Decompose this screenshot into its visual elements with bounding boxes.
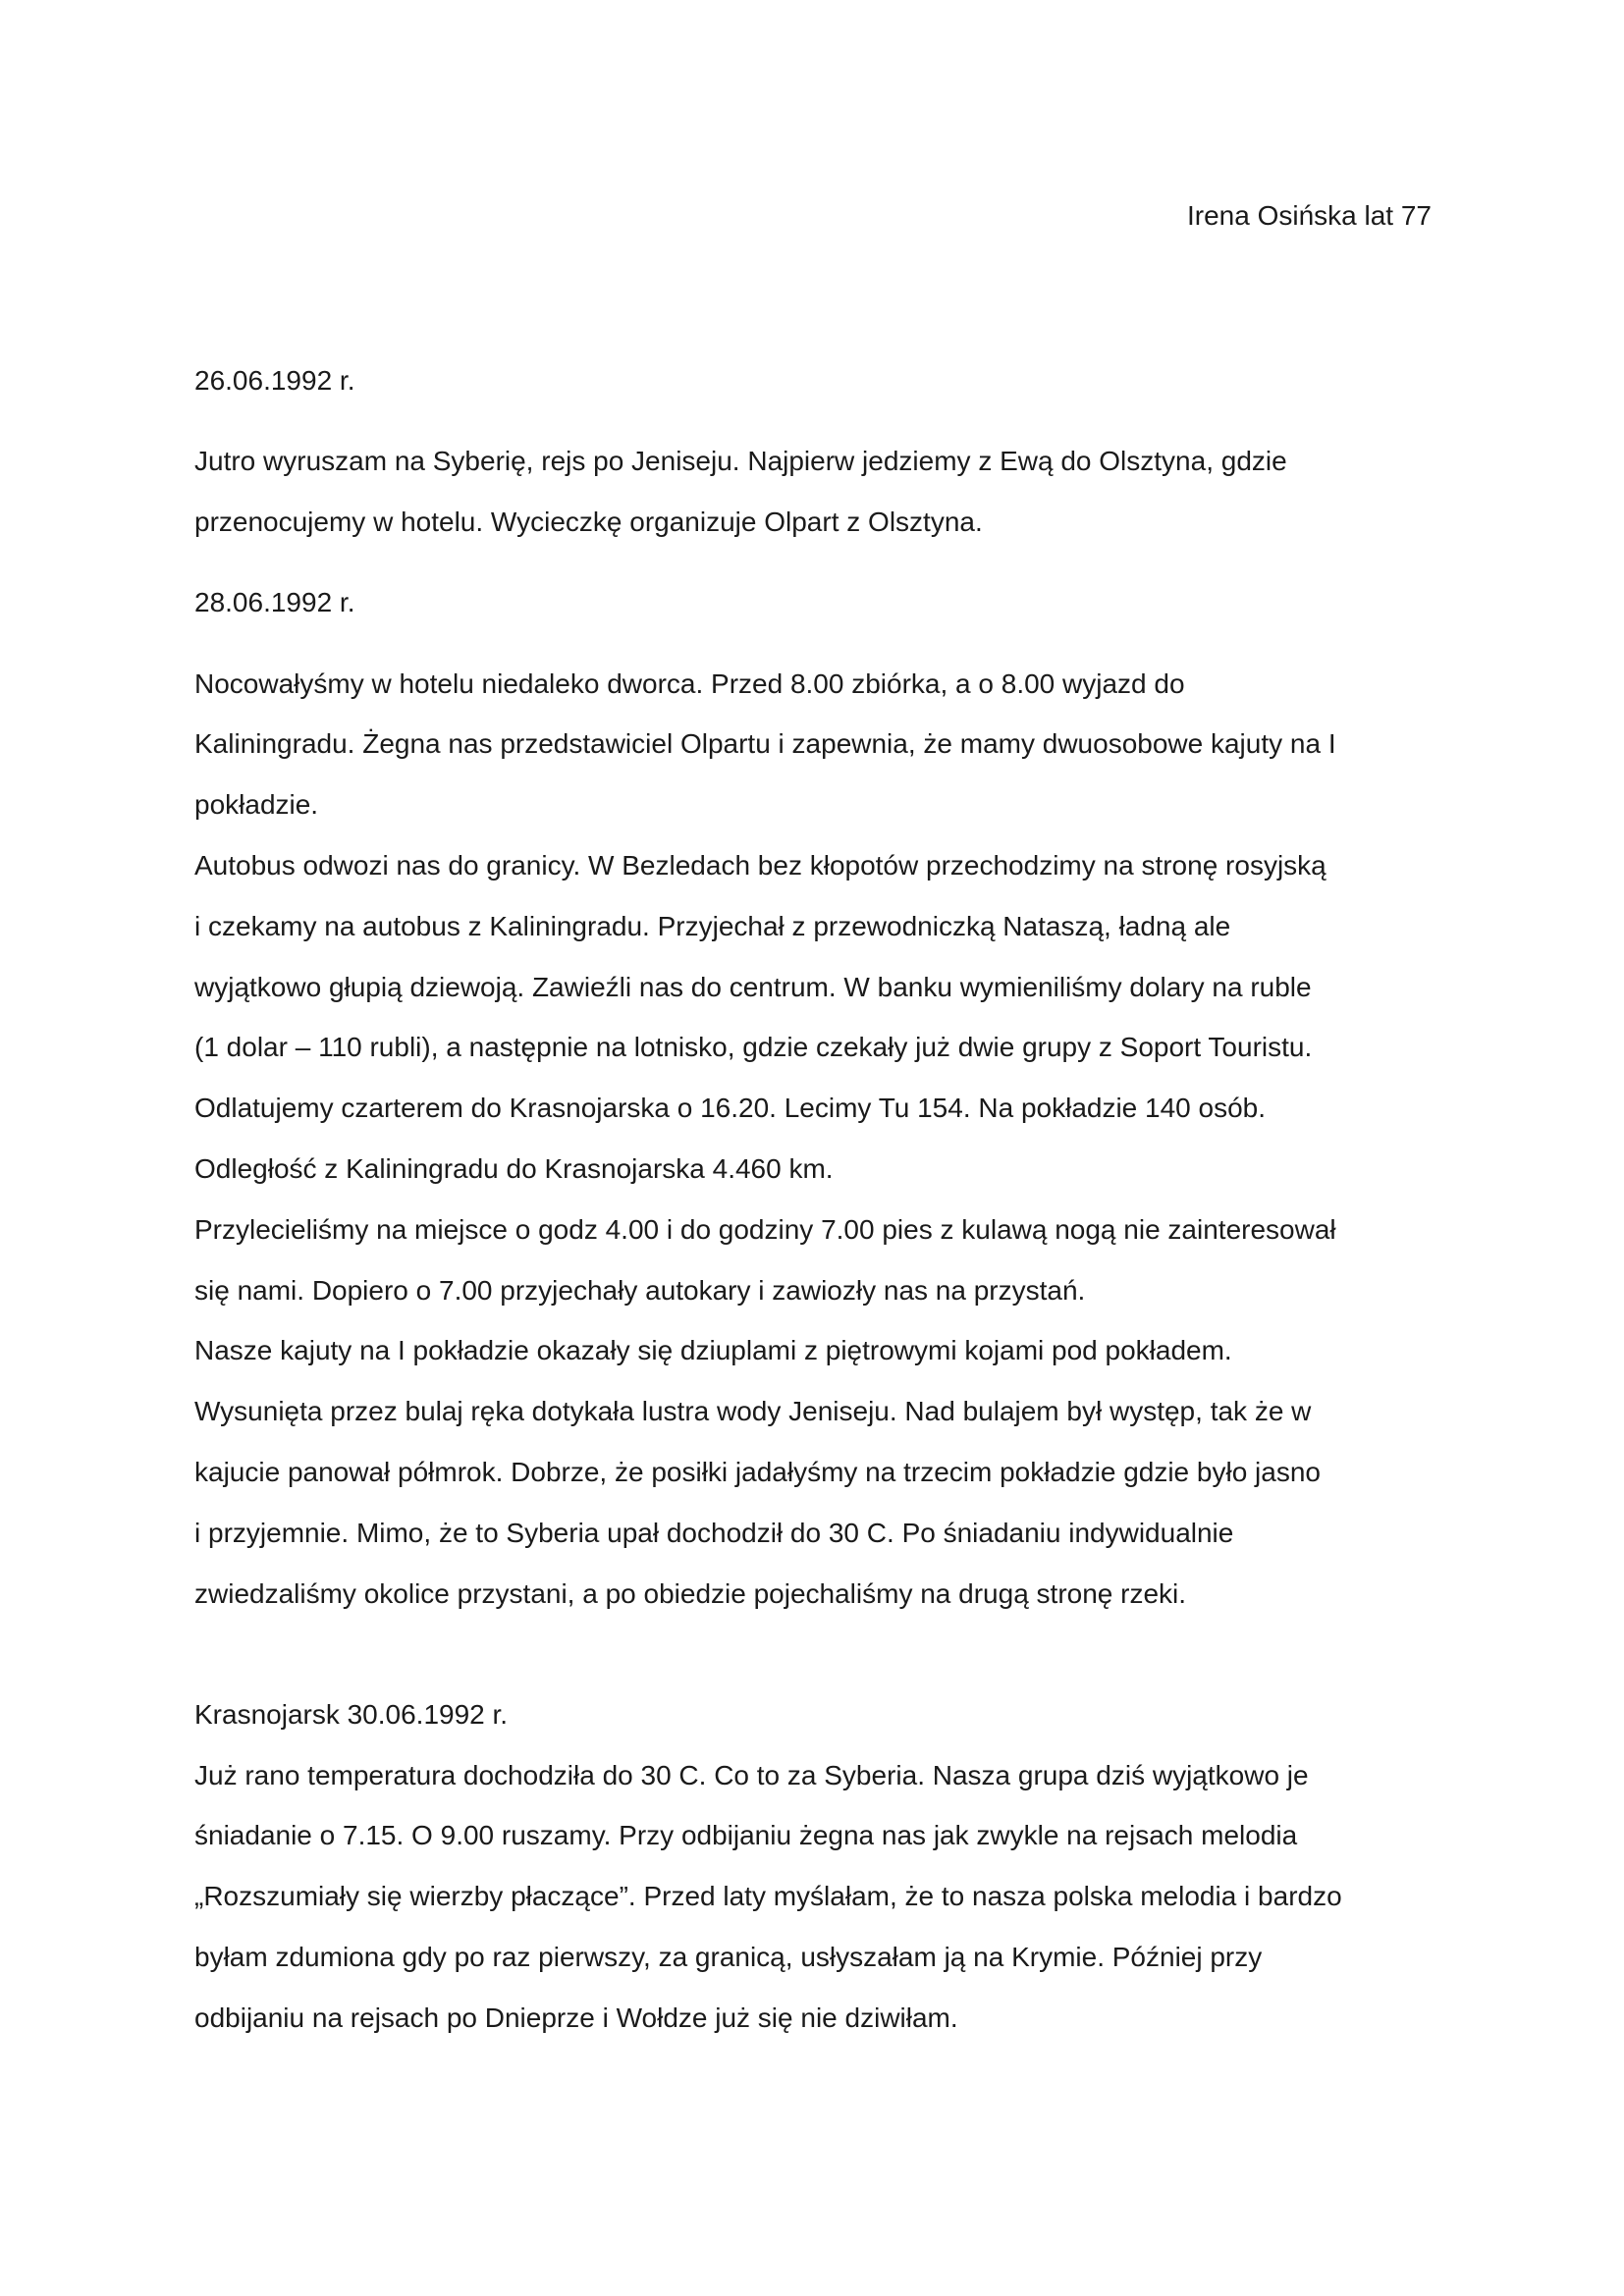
entry-text-line: Przylecieliśmy na miejsce o godz 4.00 i do godziny 7.00 pies z kulawą nogą nie zainteresował xyxy=(194,1214,1336,1245)
entry-text-line: wyjątkowo głupią dziewoją. Zawieźli nas do centrum. W banku wymieniliśmy dolary na ruble xyxy=(194,972,1312,1002)
entry-text-line: Odległość z Kaliningradu do Krasnojarska 4.460 km. xyxy=(194,1153,834,1184)
entry-text-line: Autobus odwozi nas do granicy. W Bezledach bez kłopotów przechodzimy na stronę rosyjską xyxy=(194,850,1326,881)
entry-text-line: Jutro wyruszam na Syberię, rejs po Jeniseju. Najpierw jedziemy z Ewą do Olsztyna, gdzie xyxy=(194,446,1287,476)
entry-text-line: się nami. Dopiero o 7.00 przyjechały autokary i zawiozły nas na przystań. xyxy=(194,1275,1086,1306)
entry-text-line: odbijaniu na rejsach po Dnieprze i Wołdze już się nie dziwiłam. xyxy=(194,2002,958,2033)
entry-text-line: i przyjemnie. Mimo, że to Syberia upał dochodził do 30 C. Po śniadaniu indywidualnie xyxy=(194,1518,1234,1548)
entry-text-line: Odlatujemy czarterem do Krasnojarska o 16.20. Lecimy Tu 154. Na pokładzie 140 osób. xyxy=(194,1093,1267,1123)
entry-text-line: Nocowałyśmy w hotelu niedaleko dworca. Przed 8.00 zbiórka, a o 8.00 wyjazd do xyxy=(194,668,1185,699)
entry-text-line: pokładzie. xyxy=(194,789,319,820)
author-line: Irena Osińska lat 77 xyxy=(1186,200,1432,231)
entry-text-line: „Rozszumiały się wierzby płaczące”. Przed laty myślałam, że to nasza polska melodia i bardzo xyxy=(194,1881,1342,1911)
entry-text-line: przenocujemy w hotelu. Wycieczkę organizuje Olpart z Olsztyna. xyxy=(194,507,983,537)
entry-text-line: Kaliningradu. Żegna nas przedstawiciel Olpartu i zapewnia, że mamy dwuosobowe kajuty na I xyxy=(194,728,1336,759)
entry-date: 26.06.1992 r. xyxy=(194,365,355,396)
entry-text-line: i czekamy na autobus z Kaliningradu. Przyjechał z przewodniczką Nataszą, ładną ale xyxy=(194,911,1231,941)
entry-text-line: kajucie panował półmrok. Dobrze, że posiłki jadałyśmy na trzecim pokładzie gdzie było jasno xyxy=(194,1457,1321,1487)
entry-text-line: (1 dolar – 110 rubli), a następnie na lotnisko, gdzie czekały już dwie grupy z Soport Touristu. xyxy=(194,1032,1313,1062)
entry-text-line: śniadanie o 7.15. O 9.00 ruszamy. Przy odbijaniu żegna nas jak zwykle na rejsach melodia xyxy=(194,1820,1298,1850)
entry-text-line: Wysunięta przez bulaj ręka dotykała lustra wody Jeniseju. Nad bulajem był występ, tak że w xyxy=(194,1396,1312,1426)
entry-date: 28.06.1992 r. xyxy=(194,587,355,617)
entry-text-line: Już rano temperatura dochodziła do 30 C. Co to za Syberia. Nasza grupa dziś wyjątkowo je xyxy=(194,1760,1309,1790)
entry-text-line: byłam zdumiona gdy po raz pierwszy, za granicą, usłyszałam ją na Krymie. Później przy xyxy=(194,1942,1263,1972)
entry-date: Krasnojarsk 30.06.1992 r. xyxy=(194,1699,509,1730)
entry-text-line: Nasze kajuty na I pokładzie okazały się dziuplami z piętrowymi kojami pod pokładem. xyxy=(194,1335,1232,1365)
entry-text-line: zwiedzaliśmy okolice przystani, a po obiedzie pojechaliśmy na drugą stronę rzeki. xyxy=(194,1578,1187,1609)
